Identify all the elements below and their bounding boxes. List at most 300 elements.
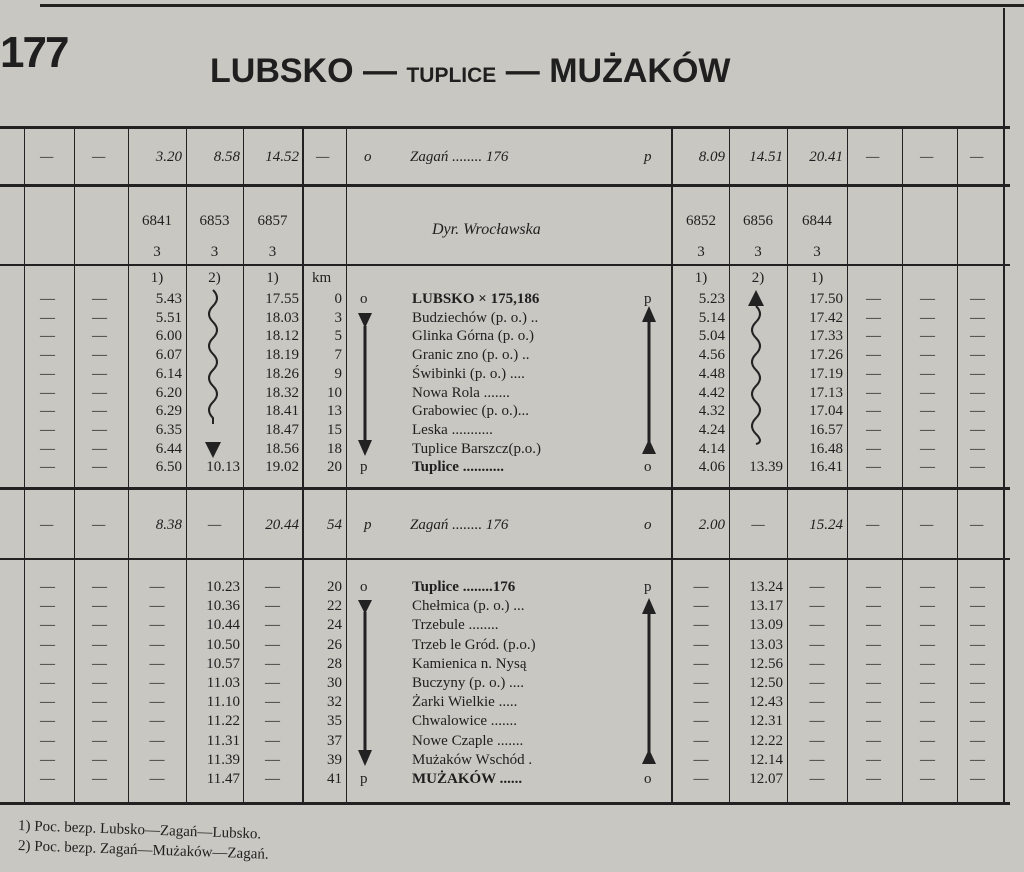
dash: —	[92, 459, 107, 475]
km: 37	[327, 733, 342, 749]
dash: —	[92, 617, 107, 633]
mark: p	[644, 149, 652, 165]
time: 5.43	[155, 291, 182, 307]
dash: —	[970, 347, 985, 363]
dash: —	[265, 733, 280, 749]
dash: —	[920, 366, 935, 382]
dash: —	[40, 617, 55, 633]
dash: —	[149, 752, 165, 768]
time: 12.50	[749, 675, 783, 691]
train-class: 3	[210, 244, 219, 260]
time: 10.50	[206, 637, 240, 653]
station-name: Trzebule ........	[412, 617, 499, 633]
time: 6.00	[155, 328, 182, 344]
time: 5.23	[698, 291, 725, 307]
dash: —	[809, 617, 825, 633]
note-ref: 2)	[208, 270, 221, 286]
dash: —	[92, 328, 107, 344]
dash: —	[149, 675, 165, 691]
time: 15.24	[809, 517, 843, 533]
dash: —	[40, 385, 55, 401]
time: 13.39	[749, 459, 783, 475]
mark: o	[364, 149, 372, 165]
dash: —	[149, 771, 165, 787]
train-class: 3	[153, 244, 161, 260]
time: 13.09	[749, 617, 783, 633]
dash: —	[866, 617, 881, 633]
time: 11.03	[206, 675, 240, 691]
dash: —	[970, 291, 985, 307]
directorate: Dyr. Wrocławska	[432, 221, 541, 238]
station-name: Grabowiec (p. o.)...	[412, 403, 530, 419]
station-name: Tuplice Barszcz(p.o.)	[412, 441, 541, 457]
dash: —	[809, 752, 825, 768]
dash: —	[265, 752, 280, 768]
dash: —	[40, 347, 55, 363]
title-tuplice: TUPLICE	[406, 64, 497, 87]
dash: —	[866, 422, 881, 438]
time: 10.23	[206, 579, 240, 595]
dash: —	[866, 517, 880, 533]
dash: —	[149, 713, 165, 729]
time: 14.52	[265, 149, 299, 165]
time: 17.04	[809, 403, 843, 419]
dash: —	[92, 422, 107, 438]
arrow-up-icon	[642, 439, 656, 454]
km: 32	[327, 694, 342, 710]
dash: —	[40, 733, 55, 749]
dash: —	[40, 694, 55, 710]
train-number: 6857	[257, 213, 288, 229]
dash: —	[920, 733, 935, 749]
station-name: Chełmica (p. o.) ...	[412, 598, 525, 614]
dash: —	[970, 459, 985, 475]
station-name: Leska ...........	[412, 422, 493, 438]
dash: —	[920, 459, 935, 475]
dash: —	[92, 149, 106, 165]
dash: —	[920, 617, 935, 633]
station-name: Glinka Górna (p. o.)	[412, 328, 535, 344]
mark: o	[644, 517, 652, 533]
time: 4.32	[698, 403, 725, 419]
km: 18	[327, 441, 342, 457]
dash: —	[866, 366, 881, 382]
dash: —	[920, 637, 935, 653]
dash: —	[265, 617, 280, 633]
dash: —	[866, 656, 881, 672]
time: 10.36	[206, 598, 240, 614]
wavy-line	[209, 290, 217, 424]
dash: —	[920, 422, 935, 438]
dash: —	[809, 579, 825, 595]
arrow-up-icon	[642, 598, 656, 614]
dash: —	[920, 403, 935, 419]
station-zagan: Zagań ........ 176	[410, 149, 509, 165]
km: 35	[327, 713, 342, 729]
dash: —	[809, 733, 825, 749]
dash: —	[970, 328, 985, 344]
train-class: 3	[268, 244, 277, 260]
wavy-line	[752, 306, 760, 444]
dash: —	[920, 579, 935, 595]
station-name: Żarki Wielkie .....	[412, 694, 518, 710]
station-zagan: Zagań ........ 176	[410, 517, 509, 533]
station-name: Mużaków Wschód .	[412, 752, 533, 768]
dash: —	[693, 579, 709, 595]
time: 4.48	[698, 366, 725, 382]
time: 18.41	[265, 403, 299, 419]
dash: —	[970, 310, 985, 326]
dash: —	[970, 441, 985, 457]
time: 13.24	[749, 579, 783, 595]
dash: —	[866, 459, 881, 475]
mark-origin: o	[360, 291, 368, 307]
dash: —	[920, 656, 935, 672]
dash: —	[920, 771, 935, 787]
dash: —	[149, 617, 165, 633]
km: 39	[327, 752, 342, 768]
train-number: 6856	[743, 213, 773, 229]
dash: —	[149, 694, 165, 710]
dash: —	[149, 733, 165, 749]
time: 3.20	[155, 149, 182, 165]
time: 18.12	[265, 328, 299, 344]
dash: —	[40, 752, 55, 768]
dash: —	[809, 713, 825, 729]
dash: —	[265, 675, 280, 691]
dash: —	[970, 694, 985, 710]
dash: —	[866, 310, 881, 326]
mark-arrival: p	[360, 459, 368, 475]
time: 11.22	[206, 713, 240, 729]
dash: —	[970, 713, 985, 729]
time: 18.56	[265, 441, 299, 457]
dash: —	[40, 675, 55, 691]
dash: —	[92, 752, 107, 768]
dash: —	[970, 517, 984, 533]
arrow-down-icon	[358, 750, 372, 766]
time: 18.03	[265, 310, 299, 326]
time: 6.14	[155, 366, 182, 382]
dash: —	[866, 771, 881, 787]
note-ref: 1)	[810, 270, 824, 286]
dash: —	[265, 579, 280, 595]
time: 6.50	[155, 459, 182, 475]
time: 4.24	[698, 422, 725, 438]
mark-arrival: p	[644, 291, 652, 307]
time: 16.48	[809, 441, 843, 457]
mark-origin: o	[644, 459, 652, 475]
station-name: Kamienica n. Nysą	[412, 656, 527, 672]
dash: —	[866, 675, 881, 691]
km: 7	[334, 347, 342, 363]
station-name: Granic zno (p. o.) ..	[412, 347, 530, 363]
dash: —	[693, 694, 709, 710]
time: 12.14	[749, 752, 783, 768]
station-name: Nowe Czaple .......	[412, 733, 524, 749]
note-ref: 2)	[751, 270, 765, 286]
km: 3	[334, 310, 342, 326]
station-name: Nowa Rola .......	[412, 385, 510, 401]
km: 28	[327, 656, 342, 672]
time: 13.03	[749, 637, 783, 653]
dash: —	[92, 598, 107, 614]
note-ref: 1)	[150, 270, 164, 286]
dash: —	[40, 637, 55, 653]
train-class: 3	[813, 244, 821, 260]
dash: —	[920, 149, 934, 165]
dash: —	[265, 656, 280, 672]
dash: —	[970, 579, 985, 595]
time: 6.44	[155, 441, 182, 457]
time: 5.51	[155, 310, 182, 326]
dash: —	[970, 656, 985, 672]
dash: —	[866, 579, 881, 595]
dash: —	[970, 149, 984, 165]
dash: —	[920, 291, 935, 307]
dash: —	[751, 517, 765, 533]
dash: —	[92, 441, 107, 457]
station-name: Świbinki (p. o.) ....	[412, 366, 525, 382]
time: 19.02	[265, 459, 299, 475]
dash: —	[265, 694, 280, 710]
mark: p	[364, 517, 372, 533]
km: 30	[327, 675, 342, 691]
dash: —	[92, 694, 107, 710]
dash: —	[920, 385, 935, 401]
table-number: 177	[0, 28, 68, 77]
time: 12.56	[749, 656, 783, 672]
dash: —	[920, 328, 935, 344]
dash: —	[92, 517, 106, 533]
station-name: MUŻAKÓW ......	[412, 771, 523, 787]
time: 10.57	[206, 656, 240, 672]
time: 13.17	[749, 598, 783, 614]
dash: —	[40, 656, 55, 672]
arrow-up-icon	[748, 290, 764, 306]
time: 4.42	[698, 385, 725, 401]
station-name: LUBSKO × 175,186	[412, 291, 540, 307]
dash: —	[809, 694, 825, 710]
dash: —	[92, 771, 107, 787]
time: 18.32	[265, 385, 299, 401]
arrow-down-icon	[358, 440, 372, 456]
time: 20.44	[265, 517, 299, 533]
mark-origin: o	[360, 579, 368, 595]
dash: —	[866, 385, 881, 401]
dash: —	[866, 403, 881, 419]
dash: —	[92, 733, 107, 749]
dash: —	[809, 771, 825, 787]
dash: —	[40, 403, 55, 419]
dash: —	[265, 771, 280, 787]
time: 12.07	[749, 771, 783, 787]
dash: —	[265, 637, 280, 653]
time: 11.47	[206, 771, 240, 787]
dash: —	[920, 441, 935, 457]
dash: —	[693, 637, 709, 653]
km: 13	[327, 403, 342, 419]
time: 17.13	[809, 385, 843, 401]
dash: —	[970, 752, 985, 768]
dash: —	[92, 403, 107, 419]
dash: —	[866, 598, 881, 614]
dash: —	[809, 637, 825, 653]
dash: —	[693, 675, 709, 691]
dash: —	[970, 617, 985, 633]
dash: —	[40, 771, 55, 787]
km: 5	[334, 328, 342, 344]
km: 41	[327, 771, 342, 787]
time: 18.26	[265, 366, 299, 382]
dash: —	[92, 579, 107, 595]
dash: —	[866, 694, 881, 710]
dash: —	[809, 598, 825, 614]
dash: —	[920, 675, 935, 691]
dash: —	[970, 385, 985, 401]
dash: —	[40, 422, 55, 438]
km: 0	[334, 291, 342, 307]
time: 17.33	[809, 328, 843, 344]
time: 4.56	[698, 347, 725, 363]
km: 54	[327, 517, 342, 533]
dash: —	[40, 366, 55, 382]
time: 12.22	[749, 733, 783, 749]
km: 10	[327, 385, 342, 401]
dash: —	[693, 733, 709, 749]
dash: —	[149, 579, 165, 595]
time: 12.43	[749, 694, 783, 710]
time: 16.57	[809, 422, 843, 438]
dash: —	[866, 733, 881, 749]
dash: —	[920, 310, 935, 326]
dash: —	[809, 675, 825, 691]
dash: —	[40, 291, 55, 307]
mark-arrival: p	[360, 771, 368, 787]
time: 2.00	[698, 517, 725, 533]
dash: —	[92, 366, 107, 382]
dash: —	[92, 291, 107, 307]
km: 22	[327, 598, 342, 614]
km-label: km	[312, 270, 332, 286]
time: 5.04	[698, 328, 725, 344]
dash: —	[866, 441, 881, 457]
dash: —	[693, 598, 709, 614]
dash: —	[693, 656, 709, 672]
dash: —	[920, 347, 935, 363]
note-ref: 1)	[266, 270, 279, 286]
dash: —	[92, 656, 107, 672]
dash: —	[866, 713, 881, 729]
km: 20	[327, 579, 342, 595]
time: 20.41	[809, 149, 843, 165]
train-number: 6841	[142, 213, 172, 229]
dash: —	[866, 752, 881, 768]
time: 8.58	[213, 149, 240, 165]
train-number: 6852	[686, 213, 716, 229]
dash: —	[866, 637, 881, 653]
dash: —	[693, 771, 709, 787]
km: 20	[327, 459, 342, 475]
train-class: 3	[754, 244, 762, 260]
arrow-up-icon	[642, 749, 656, 764]
dash: —	[970, 403, 985, 419]
title-muzakow: MUŻAKÓW	[549, 52, 731, 90]
dash: —	[40, 713, 55, 729]
dash: —	[265, 713, 280, 729]
dash: —	[40, 517, 54, 533]
train-number: 6844	[802, 213, 832, 229]
time: 14.51	[749, 149, 783, 165]
dash: —	[693, 752, 709, 768]
title-sep: —	[496, 52, 550, 90]
km: 26	[327, 637, 342, 653]
mark-origin: o	[644, 771, 652, 787]
dash: —	[866, 328, 881, 344]
dash: —	[970, 771, 985, 787]
dash: —	[40, 149, 54, 165]
time: 17.50	[809, 291, 843, 307]
time: 11.31	[206, 733, 240, 749]
dash: —	[92, 675, 107, 691]
time: 6.07	[155, 347, 182, 363]
dash: —	[40, 598, 55, 614]
time: 8.38	[155, 517, 182, 533]
train-number: 6853	[199, 213, 230, 229]
dash: —	[92, 385, 107, 401]
arrow-up-icon	[642, 306, 656, 322]
dash: —	[40, 579, 55, 595]
time: 18.47	[265, 422, 299, 438]
time: 10.44	[206, 617, 240, 633]
dash: —	[92, 637, 107, 653]
arrow-down-icon	[205, 442, 221, 458]
time: 5.14	[698, 310, 725, 326]
dash: —	[92, 713, 107, 729]
time: 8.09	[698, 149, 725, 165]
dash: —	[866, 347, 881, 363]
time: 4.06	[698, 459, 725, 475]
station-name: Budziechów (p. o.) ..	[412, 310, 539, 326]
dash: —	[920, 694, 935, 710]
title-lubsko: LUBSKO	[210, 52, 354, 90]
arrow-down-icon	[358, 600, 372, 614]
dash: —	[920, 713, 935, 729]
dash: —	[40, 459, 55, 475]
dash: —	[970, 637, 985, 653]
dash: —	[920, 517, 934, 533]
dash: —	[40, 310, 55, 326]
station-name: Buczyny (p. o.) ....	[412, 675, 525, 691]
time: 11.39	[206, 752, 240, 768]
dash: —	[693, 713, 709, 729]
km: 9	[334, 366, 342, 382]
station-name: Trzeb le Gród. (p.o.)	[412, 637, 536, 653]
dash: —	[149, 656, 165, 672]
dash: —	[149, 637, 165, 653]
station-name: Tuplice ........176	[412, 579, 516, 595]
mark-arrival: p	[644, 579, 652, 595]
dash: —	[970, 675, 985, 691]
dash: —	[40, 441, 55, 457]
dash: —	[40, 328, 55, 344]
footnote-2: 2) Poc. bezp. Zagań—Mużaków—Zagań.	[17, 838, 269, 863]
dash: —	[970, 366, 985, 382]
time: 4.14	[698, 441, 725, 457]
title-sep: —	[353, 52, 407, 90]
dash: —	[809, 656, 825, 672]
time: 17.55	[265, 291, 299, 307]
